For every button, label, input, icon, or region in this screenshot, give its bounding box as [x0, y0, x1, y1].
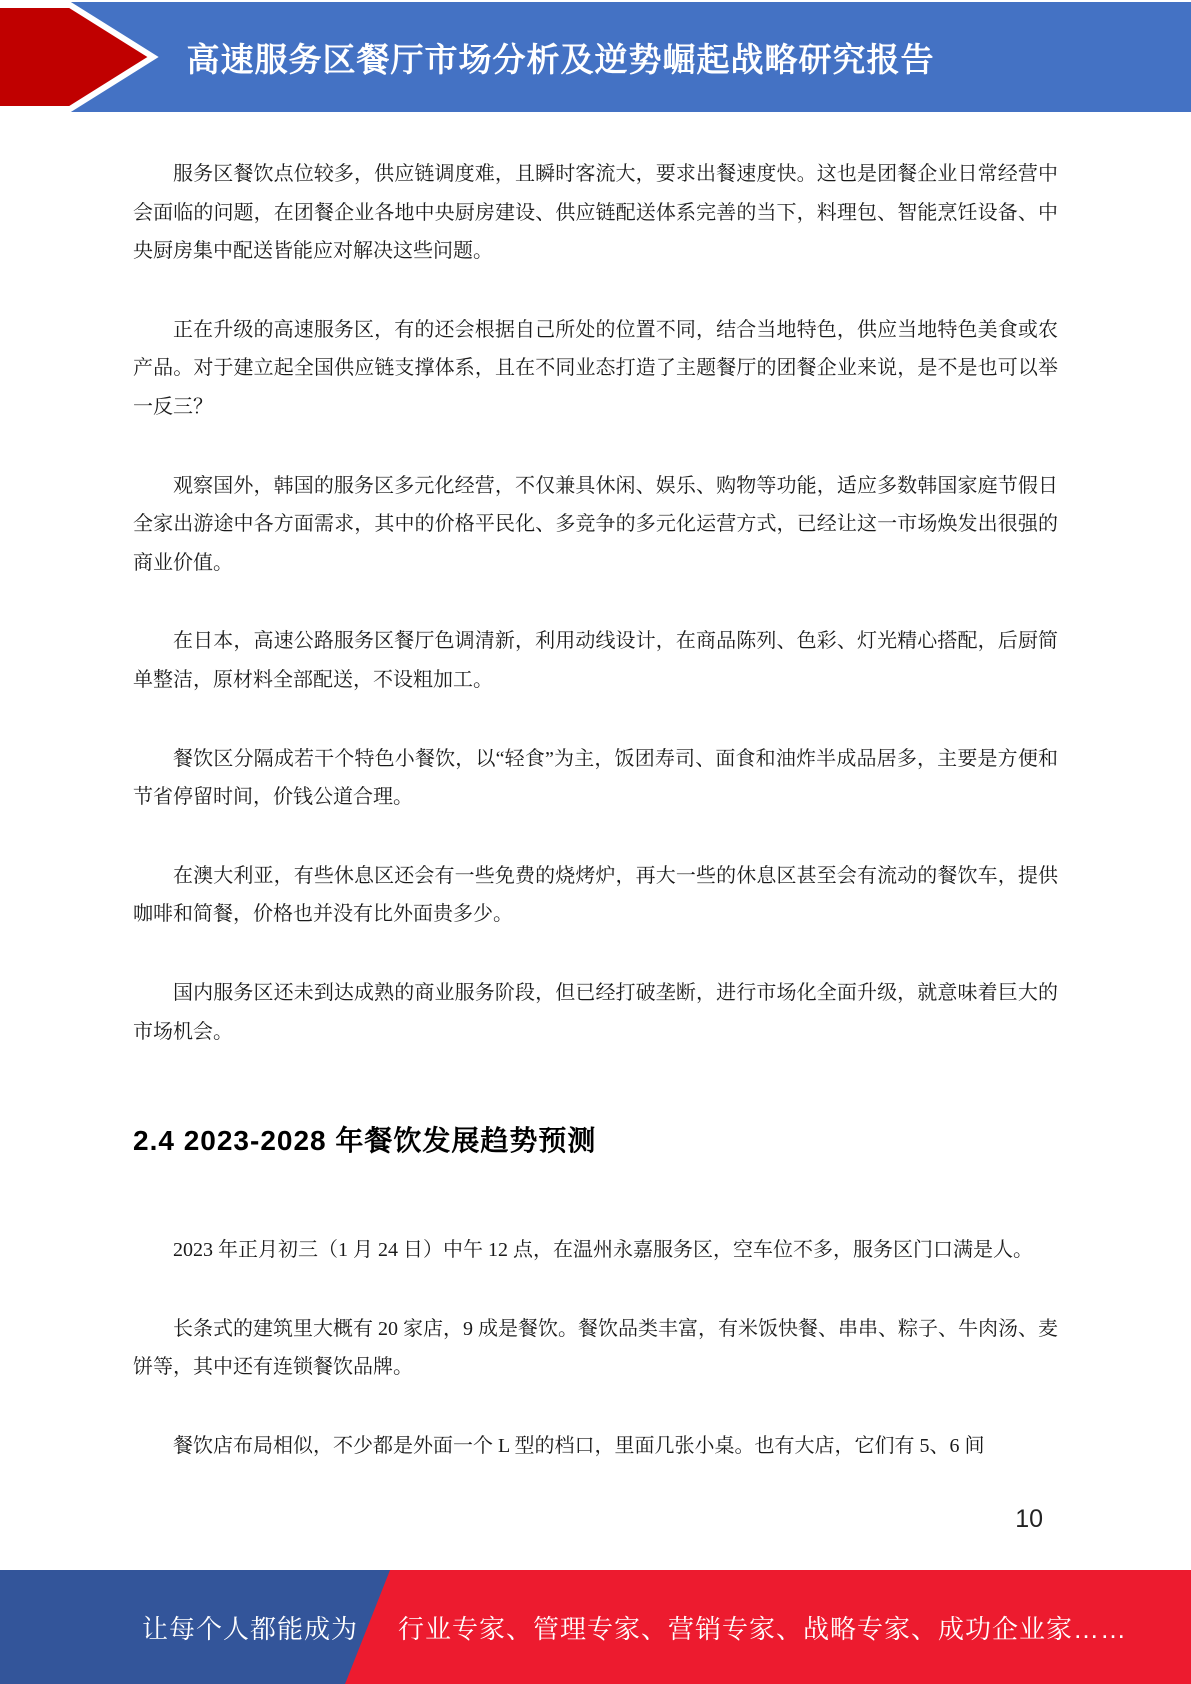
report-title: 高速服务区餐厅市场分析及逆势崛起战略研究报告: [186, 40, 935, 78]
paragraph-4: 在日本，高速公路服务区餐厅色调清新，利用动线设计，在商品陈列、色彩、灯光精心搭配，后厨简单整洁，原材料全部配送，不设粗加工。: [133, 630, 1058, 691]
footer-banner: [0, 1570, 1191, 1684]
paragraph-6: 在澳大利亚，有些休息区还会有一些免费的烧烤炉，再大一些的休息区甚至会有流动的餐饮车，提供咖啡和简餐，价格也并没有比外面贵多少。: [133, 864, 1058, 926]
section-paragraph-2: 长条式的建筑里大概有 20 家店，9 成是餐饮。餐饮品类丰富，有米饭快餐、串串、粽子、牛肉汤、麦饼等，其中还有连锁餐饮品牌。: [133, 1317, 1058, 1379]
header-banner: [0, 2, 1191, 112]
footer-slogan-left: 让每个人都能成为: [142, 1613, 359, 1644]
page-body: [133, 155, 1058, 1505]
section-paragraph-1: 2023 年正月初三（1 月 24 日）中午 12 点，在温州永嘉服务区，空车位不多，服务区门口满是人。: [173, 1239, 1033, 1262]
section-paragraph-3: 餐饮店布局相似，不少都是外面一个 L 型的档口，里面几张小桌。也有大店，它们有 5、6 间: [173, 1434, 985, 1457]
paragraph-3: 观察国外，韩国的服务区多元化经营，不仅兼具休闲、娱乐、购物等功能，适应多数韩国家庭节假日全家出游途中各方面需求，其中的价格平民化、多竞争的多元化运营方式，已经让这一市场焕发出很强的商业价值。: [133, 474, 1058, 574]
paragraph-1: 服务区餐饮点位较多，供应链调度难，且瞬时客流大，要求出餐速度快。这也是团餐企业日常经营中会面临的问题，在团餐企业各地中央厨房建设、供应链配送体系完善的当下，料理包、智能烹饪设备、中央厨房集中配送皆能应对解决这些问题。: [133, 163, 1058, 263]
page-number: 10: [1015, 1505, 1043, 1533]
paragraph-7: 国内服务区还未到达成熟的商业服务阶段，但已经打破垄断，进行市场化全面升级，就意味着巨大的市场机会。: [133, 981, 1058, 1043]
paragraph-2: 正在升级的高速服务区，有的还会根据自己所处的位置不同，结合当地特色，供应当地特色美食或农产品。对于建立起全国供应链支撑体系，且在不同业态打造了主题餐厅的团餐企业来说，是不是也可以举一反三？: [133, 318, 1058, 418]
section-heading: 2.4 2023-2028 年餐饮发展趋势预测: [133, 1125, 597, 1157]
paragraph-5: 餐饮区分隔成若干个特色小餐饮，以“轻食”为主，饭团寿司、面食和油炸半成品居多，主要是方便和节省停留时间，价钱公道合理。: [133, 747, 1058, 809]
footer-slogan-right: 行业专家、管理专家、营销专家、战略专家、成功企业家……: [398, 1613, 1128, 1644]
